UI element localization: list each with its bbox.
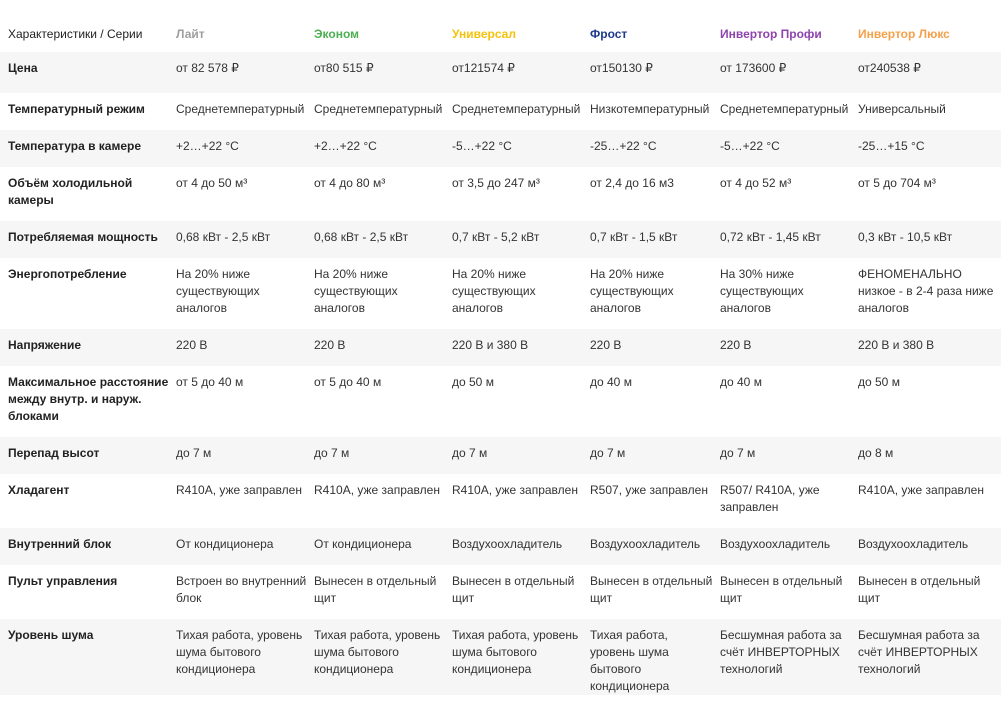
table-row (0, 52, 1001, 93)
table-cell: -5…+22 °С (452, 139, 512, 153)
series-ekonom[interactable]: Эконом (314, 27, 360, 41)
series-frost[interactable]: Фрост (590, 27, 628, 41)
table-cell: R507, уже заправлен (590, 483, 708, 497)
table-cell: от 4 до 80 м³ (314, 176, 386, 190)
table-cell: Среднетемпературный (176, 102, 305, 116)
table-cell: до 7 м (452, 446, 488, 460)
table-cell: до 7 м (176, 446, 212, 460)
table-cell: На 20% ниже существующих аналогов (590, 267, 674, 315)
table-cell: от 4 до 52 м³ (720, 176, 792, 190)
table-row (0, 130, 1001, 167)
table-cell: от121574 ₽ (452, 61, 515, 75)
table-cell: от150130 ₽ (590, 61, 653, 75)
table-cell: от 173600 ₽ (720, 61, 787, 75)
table-cell: 0,72 кВт - 1,45 кВт (720, 230, 821, 244)
table-cell: 0,68 кВт - 2,5 кВт (176, 230, 271, 244)
table-cell: от 2,4 до 16 м3 (590, 176, 674, 190)
table-cell: до 40 м (720, 375, 762, 389)
row-label: Энергопотребление (8, 267, 127, 281)
table-cell: от 5 до 704 м³ (858, 176, 936, 190)
series-inverter-profi[interactable]: Инвертор Профи (720, 27, 822, 41)
table-row (0, 167, 1001, 221)
series-header-row (0, 0, 1001, 52)
table-cell: 220 В (720, 338, 752, 352)
table-cell: Вынесен в отдельный щит (720, 574, 843, 605)
table-cell: Воздухоохладитель (590, 537, 701, 551)
table-cell: 0,68 кВт - 2,5 кВт (314, 230, 409, 244)
table-cell: Низкотемпературный (590, 102, 710, 116)
table-cell: 220 В и 380 В (452, 338, 529, 352)
table-cell: Бесшумная работа за счёт ИНВЕРТОРНЫХ технологий (720, 628, 842, 676)
table-cell: от240538 ₽ (858, 61, 921, 75)
table-cell: От кондиционера (176, 537, 274, 551)
table-cell: Воздухоохладитель (452, 537, 563, 551)
table-cell: Вынесен в отдельный щит (452, 574, 575, 605)
table-cell: от 5 до 40 м (314, 375, 382, 389)
series-inverter-lux[interactable]: Инвертор Люкс (858, 27, 950, 41)
table-cell: R410A, уже заправлен (176, 483, 302, 497)
table-row (0, 93, 1001, 130)
row-label: Уровень шума (8, 628, 94, 642)
table-cell: Тихая работа, уровень шума бытового кондиционера (176, 628, 303, 676)
table-cell: R507/ R410A, уже заправлен (720, 483, 820, 514)
table-cell: Воздухоохладитель (858, 537, 969, 551)
table-cell: от 4 до 50 м³ (176, 176, 248, 190)
table-cell: до 7 м (590, 446, 626, 460)
table-cell: -25…+22 °С (590, 139, 657, 153)
table-cell: до 7 м (314, 446, 350, 460)
table-row (0, 258, 1001, 329)
table-row (0, 619, 1001, 695)
table-cell: от 5 до 40 м (176, 375, 244, 389)
row-label: Хладагент (8, 483, 70, 497)
table-cell: до 50 м (452, 375, 494, 389)
table-cell: до 7 м (720, 446, 756, 460)
table-cell: На 30% ниже существующих аналогов (720, 267, 804, 315)
table-cell: 220 В (590, 338, 622, 352)
table-cell: Тихая работа, уровень шума бытового кондиционера (452, 628, 579, 676)
series-universal[interactable]: Универсал (452, 27, 516, 41)
table-row (0, 221, 1001, 258)
header-label: Характеристики / Серии (8, 27, 143, 41)
table-cell: 220 В (314, 338, 346, 352)
table-cell: ФЕНОМЕНАЛЬНО низкое - в 2-4 раза ниже аналогов (858, 267, 994, 315)
table-cell: 0,7 кВт - 5,2 кВт (452, 230, 540, 244)
table-cell: Бесшумная работа за счёт ИНВЕРТОРНЫХ технологий (858, 628, 980, 676)
table-cell: На 20% ниже существующих аналогов (176, 267, 260, 315)
table-row (0, 366, 1001, 437)
row-label: Потребляемая мощность (8, 230, 158, 244)
table-cell: от80 515 ₽ (314, 61, 374, 75)
table-row (0, 437, 1001, 474)
table-cell: 220 В (176, 338, 208, 352)
table-cell: Тихая работа, уровень шума бытового кондиционера (590, 628, 670, 693)
row-label: Температурный режим (8, 102, 145, 116)
row-label: Температура в камере (8, 139, 142, 153)
table-row (0, 528, 1001, 565)
table-row (0, 474, 1001, 528)
row-label: Максимальное расстояние между внутр. и наруж. блоками (8, 375, 169, 423)
table-cell: Среднетемпературный (452, 102, 581, 116)
table-cell: от 82 578 ₽ (176, 61, 239, 75)
table-cell: +2…+22 °С (176, 139, 239, 153)
table-cell: От кондиционера (314, 537, 412, 551)
table-cell: 0,3 кВт - 10,5 кВт (858, 230, 953, 244)
table-cell: R410A, уже заправлен (858, 483, 984, 497)
row-label: Объём холодильной камеры (8, 176, 133, 207)
table-cell: Среднетемпературный (314, 102, 443, 116)
table-cell: до 40 м (590, 375, 632, 389)
table-cell: 220 В и 380 В (858, 338, 935, 352)
series-lite[interactable]: Лайт (176, 27, 205, 41)
table-cell: Вынесен в отдельный щит (590, 574, 713, 605)
table-cell: На 20% ниже существующих аналогов (452, 267, 536, 315)
row-label: Внутренний блок (8, 537, 112, 551)
table-cell: -5…+22 °С (720, 139, 780, 153)
table-cell: -25…+15 °С (858, 139, 925, 153)
table-cell: от 3,5 до 247 м³ (452, 176, 540, 190)
table-cell: до 50 м (858, 375, 900, 389)
table-row (0, 329, 1001, 366)
table-cell: Тихая работа, уровень шума бытового кондиционера (314, 628, 441, 676)
row-label: Напряжение (8, 338, 82, 352)
table-cell: Универсальный (858, 102, 946, 116)
row-label: Перепад высот (8, 446, 100, 460)
table-cell: Вынесен в отдельный щит (858, 574, 981, 605)
table-cell: На 20% ниже существующих аналогов (314, 267, 398, 315)
table-cell: до 8 м (858, 446, 894, 460)
table-cell: Встроен во внутренний блок (176, 574, 307, 605)
row-label: Пульт управления (8, 574, 118, 588)
table-cell: R410A, уже заправлен (452, 483, 578, 497)
table-cell: Воздухоохладитель (720, 537, 831, 551)
table-cell: 0,7 кВт - 1,5 кВт (590, 230, 678, 244)
table-cell: Среднетемпературный (720, 102, 849, 116)
row-label: Цена (8, 61, 38, 75)
table-row (0, 565, 1001, 619)
table-cell: Вынесен в отдельный щит (314, 574, 437, 605)
table-cell: +2…+22 °С (314, 139, 377, 153)
table-cell: R410A, уже заправлен (314, 483, 440, 497)
